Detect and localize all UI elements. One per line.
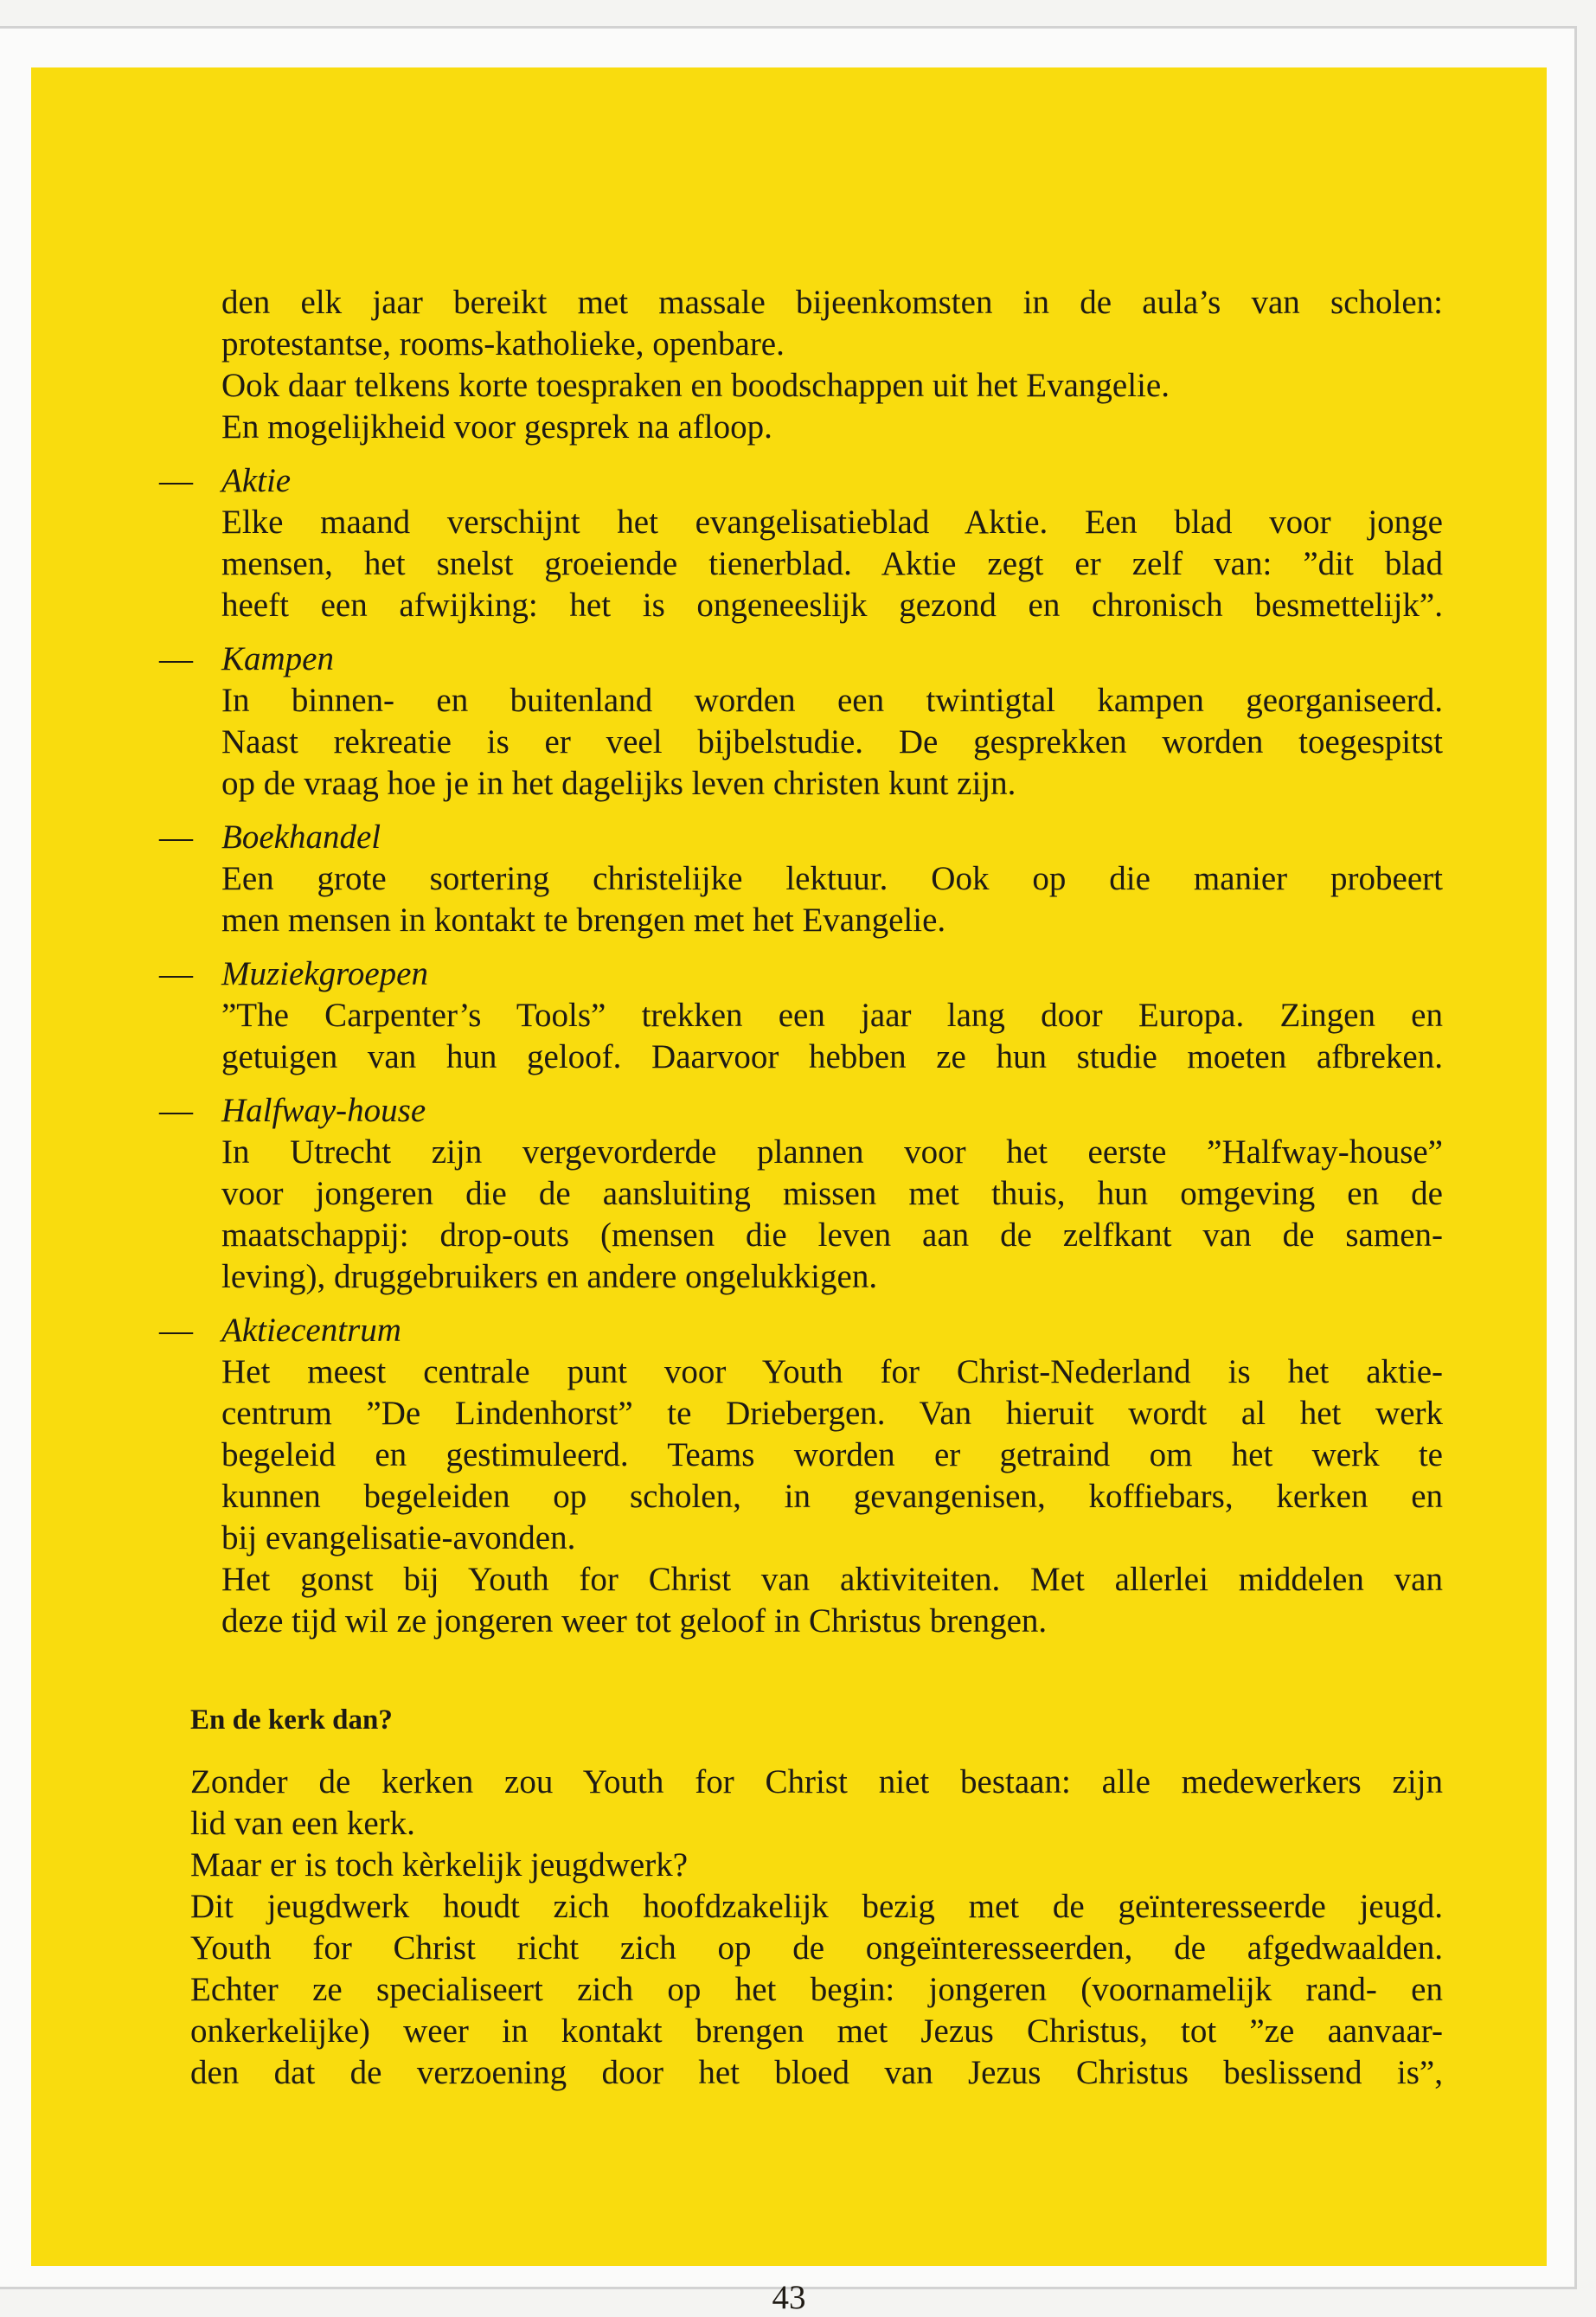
text-line: In binnen- en buitenland worden een twintigtal kampen georganiseerd. (221, 682, 1443, 719)
intro-paragraph (221, 282, 1443, 448)
dash-marker: — (159, 1092, 193, 1129)
list-item-aktiecentrum (159, 1310, 1443, 1642)
text-line: Echter ze specialiseert zich op het begin: jongeren (voornamelijk rand- en (190, 1971, 1443, 2008)
list-item-muziekgroepen (159, 953, 1443, 1078)
text-line: ”The Carpenter’s Tools” trekken een jaar lang door Europa. Zingen en (221, 997, 1443, 1034)
text-line: maatschappij: drop-outs (mensen die leven aan de zelfkant van de samen- (221, 1216, 1443, 1254)
text-line: En mogelijkheid voor gesprek na afloop. (221, 408, 772, 446)
text-line: Een grote sortering christelijke lektuur. Ook op die manier probeert (221, 860, 1443, 897)
text-line: protestantse, rooms-katholieke, openbare. (221, 325, 785, 363)
text-line: kunnen begeleiden op scholen, in gevangenisen, koffiebars, kerken en (221, 1478, 1443, 1515)
text-line: Youth for Christ richt zich op de ongeïnteresseerden, de afgedwaalden. (190, 1929, 1443, 1967)
page (31, 67, 1547, 2316)
text-line: Elke maand verschijnt het evangelisatieblad Aktie. Een blad voor jonge (221, 504, 1443, 541)
item-heading: Halfway-house (221, 1092, 426, 1129)
item-heading: Aktiecentrum (221, 1312, 401, 1349)
text-line: heeft een afwijking: het is ongeneeslijk gezond en chronisch besmettelijk”. (221, 587, 1443, 624)
list-item-halfway-house (159, 1090, 1443, 1298)
item-heading: Muziekgroepen (221, 955, 428, 992)
dash-marker: — (159, 640, 193, 677)
text-line: bij evangelisatie-avonden. (221, 1519, 576, 1556)
text-line: Dit jeugdwerk houdt zich hoofdzakelijk bezig met de geïnteresseerde jeugd. (190, 1888, 1443, 1925)
text-line: Maar er is toch kèrkelijk jeugdwerk? (190, 1846, 689, 1884)
section-heading: En de kerk dan? (190, 1704, 393, 1736)
text-line: begeleid en gestimuleerd. Teams worden er getraind om het werk te (221, 1436, 1443, 1473)
text-line: lid van een kerk. (190, 1805, 415, 1842)
list-item-boekhandel (159, 817, 1443, 941)
item-heading: Boekhandel (221, 818, 381, 856)
dash-marker: — (159, 1312, 193, 1349)
list-item-aktie (159, 460, 1443, 626)
dash-marker: — (159, 818, 193, 856)
text-line: den elk jaar bereikt met massale bijeenkomsten in de aula’s van scholen: (221, 284, 1443, 321)
text-line: In Utrecht zijn vergevorderde plannen voor het eerste ”Halfway-house” (221, 1133, 1443, 1171)
text-line: men mensen in kontakt te brengen met het Evangelie. (221, 902, 946, 939)
text-line: leving), druggebruikers en andere ongelukkigen. (221, 1258, 878, 1295)
text-line: op de vraag hoe je in het dagelijks leven christen kunt zijn. (221, 765, 1016, 802)
text-line: Ook daar telkens korte toespraken en boodschappen uit het Evangelie. (221, 367, 1170, 404)
text-line: Het meest centrale punt voor Youth for Christ-Nederland is het aktie- (221, 1353, 1443, 1390)
text-line: centrum ”De Lindenhorst” te Driebergen. Van hieruit wordt al het werk (221, 1395, 1443, 1432)
section-body (190, 1762, 1443, 2094)
text-line: Het gonst bij Youth for Christ van aktiviteiten. Met allerlei middelen van (221, 1561, 1443, 1598)
text-line: Naast rekreatie is er veel bijbelstudie. De gesprekken worden toegespitst (221, 723, 1443, 761)
dash-marker: — (159, 462, 193, 499)
page-content (159, 282, 1443, 2094)
page-number: 43 (772, 2279, 806, 2316)
item-heading: Kampen (221, 640, 334, 677)
item-heading: Aktie (221, 462, 292, 499)
dash-marker: — (159, 955, 193, 992)
text-line: getuigen van hun geloof. Daarvoor hebben ze hun studie moeten afbreken. (221, 1038, 1443, 1075)
text-line: deze tijd wil ze jongeren weer tot geloof in Christus brengen. (221, 1602, 1048, 1640)
list-item-kampen (159, 639, 1443, 805)
text-line: mensen, het snelst groeiende tienerblad. Aktie zegt er zelf van: ”dit blad (221, 545, 1443, 582)
text-line: Zonder de kerken zou Youth for Christ niet bestaan: alle medewerkers zijn (190, 1763, 1443, 1800)
text-line: voor jongeren die de aansluiting missen met thuis, hun omgeving en de (221, 1175, 1443, 1212)
text-line: den dat de verzoening door het bloed van Jezus Christus beslissend is”, (190, 2054, 1443, 2091)
text-line: onkerkelijke) weer in kontakt brengen met Jezus Christus, tot ”ze aanvaar- (190, 2012, 1443, 2050)
